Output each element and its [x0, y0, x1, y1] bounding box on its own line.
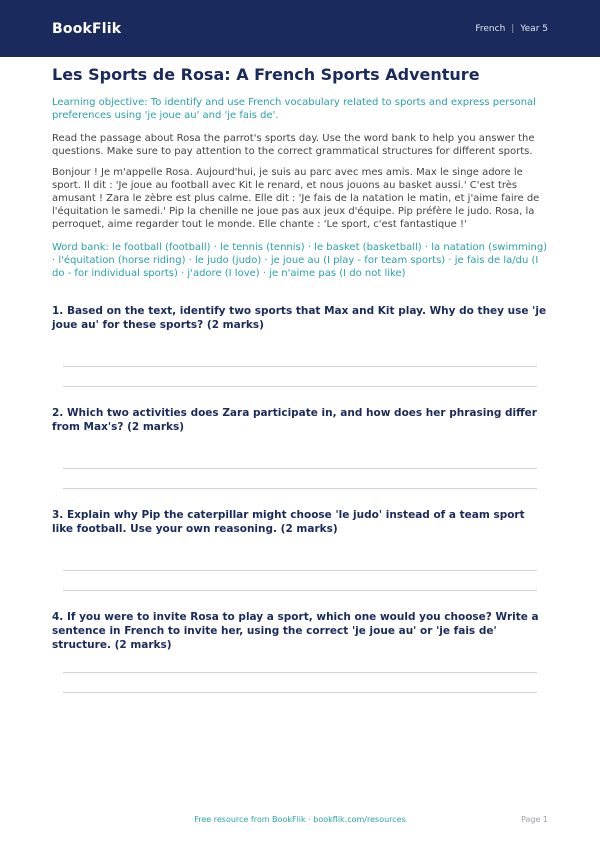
question-4	[52, 610, 548, 652]
answer-line[interactable]	[63, 386, 537, 387]
question-1-text: 1. Based on the text, identify two sports that Max and Kit play. Why do they use 'je joue au' for these sports? (2 marks)	[52, 305, 547, 331]
subject-year	[475, 24, 548, 34]
header-bar	[0, 0, 600, 57]
meta-separator: |	[511, 23, 515, 34]
answer-line[interactable]	[63, 692, 537, 693]
answer-line[interactable]	[63, 672, 537, 673]
question-3-text: 3. Explain why Pip the caterpillar might choose 'le judo' instead of a team sport like football. Use your own reasoning. (2 marks)	[52, 509, 525, 535]
page-title: Les Sports de Rosa: A French Sports Adventure	[52, 65, 480, 84]
reading-passage: Bonjour ! Je m'appelle Rosa. Aujourd'hui, je suis au parc avec mes amis. Max le singe adore le sport. Il dit : 'Je joue au football avec Kit le renard, et nous jouons au basket aussi.' C'est très amusant ! Zara le zèbre est plus calme. Elle dit : 'Je fais de la natation le matin, et j'aime faire de l'équitation le samedi.' Pip la chenille ne joue pas aux jeux d'équipe. Pip préfère le judo. Rosa, la perroquet, aime regarder tout le monde. Elle chante : 'Le sport, c'est fantastique !'	[52, 167, 540, 230]
answer-line[interactable]	[63, 366, 537, 367]
answer-line[interactable]	[63, 488, 537, 489]
instructions: Read the passage about Rosa the parrot's sports day. Use the word bank to help you answer the questions. Make sure to pay attention to the correct grammatical structures for different sports.	[52, 133, 535, 157]
intro-section	[52, 64, 548, 280]
question-3	[52, 508, 548, 536]
year-label: Year 5	[520, 23, 548, 34]
brand-logo: BookFlik	[52, 20, 122, 37]
page-number: Page 1	[521, 815, 548, 824]
question-1	[52, 304, 548, 332]
question-2	[52, 406, 548, 434]
footer-source-link[interactable]: Free resource from BookFlik · bookflik.com/resources	[194, 815, 406, 824]
word-bank: Word bank: le football (football) · le tennis (tennis) · le basket (basketball) · la natation (swimming) · l'équitation (horse riding) · le judo (judo) · je joue au (I play - for team sports) · je fais de la/du (I do - for individual sports) · j'adore (I love) · je n'aime pas (I do not like)	[52, 242, 548, 279]
answer-line[interactable]	[63, 590, 537, 591]
subject-label: French	[475, 23, 506, 34]
answer-line[interactable]	[63, 468, 537, 469]
question-4-text: 4. If you were to invite Rosa to play a sport, which one would you choose? Write a sentence in French to invite her, using the correct 'je joue au' or 'je fais de' structure. (2 marks)	[52, 611, 539, 651]
answer-line[interactable]	[63, 570, 537, 571]
learning-objective: Learning objective: To identify and use French vocabulary related to sports and express personal preferences using 'je joue au' and 'je fais de'.	[52, 97, 536, 121]
question-2-text: 2. Which two activities does Zara participate in, and how does her phrasing differ from Max's? (2 marks)	[52, 407, 537, 433]
